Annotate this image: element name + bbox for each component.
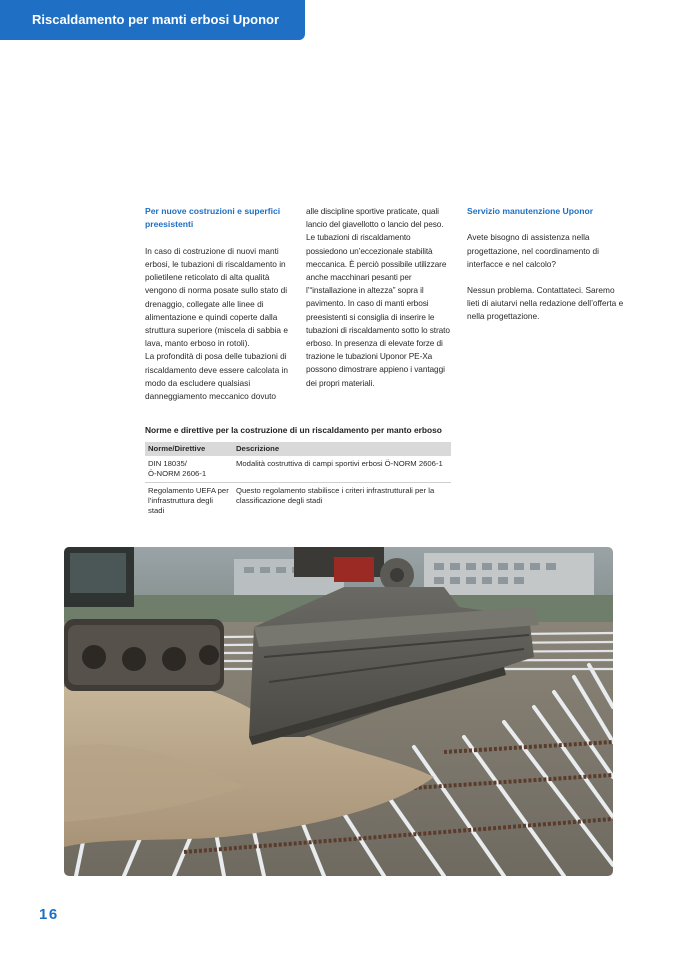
table-cell-norm-line: Ö-NORM 2606-1 xyxy=(148,469,207,478)
norms-table-block xyxy=(145,425,451,519)
table-row xyxy=(145,483,451,520)
text-column-2 xyxy=(306,205,454,390)
table-header-norms: Norme/Direttive xyxy=(145,442,233,456)
section-title: Riscaldamento per manti erbosi Uponor xyxy=(32,12,280,27)
paragraph: alle discipline sportive praticate, quali lancio del giavellotto o lancio del peso. Le tubazioni di riscaldamento possiedono un’eccezionale stabilità meccanica. È perciò possibile utilizzare anche macchinari pesanti per l’“installazione in altezza” sopra il pavimento. In caso di manti erbosi preesistenti si consiglia di inserire le tubazioni di riscaldamento sotto lo strato erboso. In presenza di elevate forze di trazione le tubazioni Uponor PE-Xa possono dimostrare appieno i vantaggi dei propri materiali. xyxy=(306,206,450,388)
column-heading-new-constructions: Per nuove costruzioni e superfici preesistenti xyxy=(145,206,281,230)
column-heading-service: Servizio manutenzione Uponor xyxy=(467,206,594,216)
paragraph: La profondità di posa delle tubazioni di riscaldamento deve essere calcolata in modo da escludere qualsiasi danneggiamento meccanico dovuto xyxy=(145,351,288,402)
table-cell-norm xyxy=(145,456,233,483)
table-cell-description: Questo regolamento stabilisce i criteri infrastrutturali per la classificazione degli stadi xyxy=(236,486,435,505)
table-cell-norm: Regolamento UEFA per l’infrastruttura degli stadi xyxy=(148,486,229,515)
page-number: 16 xyxy=(39,906,59,923)
norms-table xyxy=(145,442,451,519)
table-header-row xyxy=(145,442,451,456)
text-column-1 xyxy=(145,205,297,403)
section-title-bar xyxy=(0,0,305,40)
paragraph: Nessun problema. Contattateci. Saremo lieti di aiutarvi nella redazione dell’offerta e nella progettazione. xyxy=(467,285,624,322)
excavator-photo xyxy=(64,547,613,876)
table-header-description: Descrizione xyxy=(233,442,451,456)
paragraph: In caso di costruzione di nuovi manti erbosi, le tubazioni di riscaldamento in polietilene reticolato di alta qualità vengono di norma posate sullo stato di drenaggio, collegate alle linee di alimentazione e quindi coperte dalla struttura superiore (miscela di sabbia e lava, manto erboso in rotoli). xyxy=(145,245,288,349)
table-cell-description: Modalità costruttiva di campi sportivi erbosi Ö-NORM 2606-1 xyxy=(233,456,451,483)
table-row xyxy=(145,456,451,483)
table-title: Norme e direttive per la costruzione di un riscaldamento per manto erboso xyxy=(145,425,442,435)
table-cell-norm-line: DIN 18035/ xyxy=(148,459,187,468)
text-column-3 xyxy=(467,205,629,324)
paragraph: Avete bisogno di assistenza nella progettazione, nel coordinamento di interfacce e nel calcolo? xyxy=(467,232,599,269)
